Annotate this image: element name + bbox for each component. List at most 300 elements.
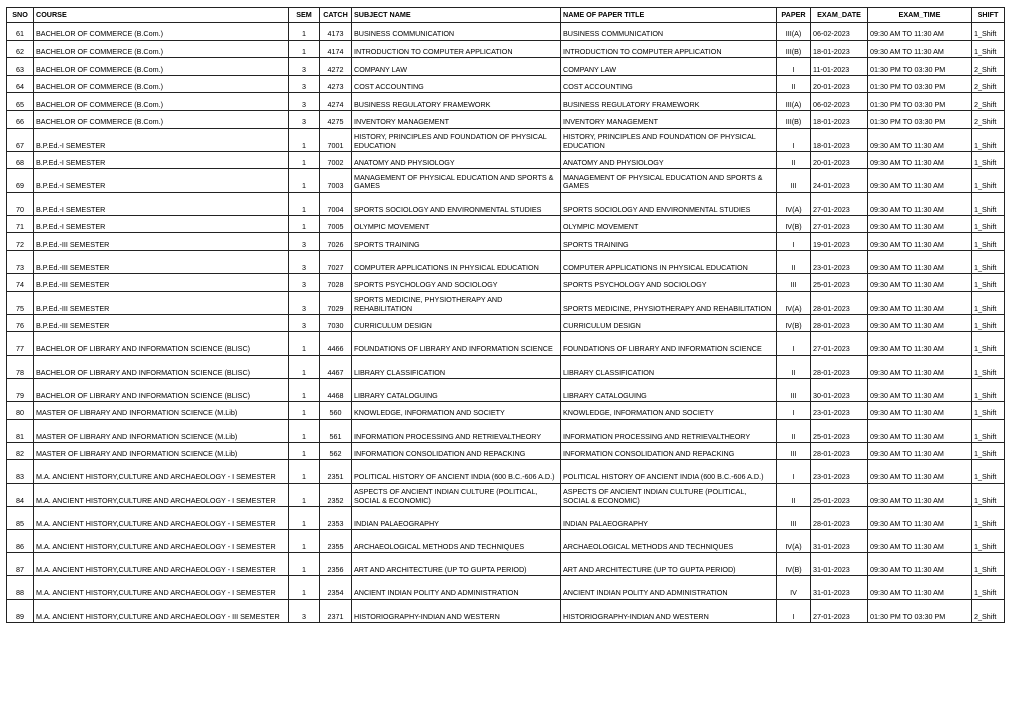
exam-schedule-table xyxy=(6,7,1005,623)
sem-cell: 1 xyxy=(289,169,320,192)
paper-title-cell: COMPANY LAW xyxy=(561,58,777,76)
paper-title-cell: INTRODUCTION TO COMPUTER APPLICATION xyxy=(561,40,777,58)
paper-cell: II xyxy=(777,250,811,273)
exam-time-cell: 01:30 PM TO 03:30 PM xyxy=(868,75,972,93)
exam-date-cell: 20-01-2023 xyxy=(811,75,868,93)
exam-time-cell: 09:30 AM TO 11:30 AM xyxy=(868,355,972,378)
exam-date-cell: 24-01-2023 xyxy=(811,169,868,192)
shift-cell: 1_Shift xyxy=(972,274,1005,292)
sno-cell: 68 xyxy=(7,151,34,169)
exam-date-cell: 31-01-2023 xyxy=(811,576,868,599)
exam-time-cell: 09:30 AM TO 11:30 AM xyxy=(868,291,972,314)
exam-date-cell: 31-01-2023 xyxy=(811,553,868,576)
paper-cell: II xyxy=(777,75,811,93)
course-cell: MASTER OF LIBRARY AND INFORMATION SCIENCE (M.Lib) xyxy=(34,442,289,460)
subject-name-cell: MANAGEMENT OF PHYSICAL EDUCATION AND SPORTS & GAMES xyxy=(352,169,561,192)
sem-cell: 3 xyxy=(289,314,320,332)
exam-date-cell: 25-01-2023 xyxy=(811,419,868,442)
exam-date-cell: 30-01-2023 xyxy=(811,378,868,401)
paper-cell: II xyxy=(777,355,811,378)
course-cell: B.P.Ed.-I SEMESTER xyxy=(34,151,289,169)
subject-name-cell: SPORTS MEDICINE, PHYSIOTHERAPY AND REHABILITATION xyxy=(352,291,561,314)
subject-name-cell: CURRICULUM DESIGN xyxy=(352,314,561,332)
exam-time-cell: 01:30 PM TO 03:30 PM xyxy=(868,599,972,622)
catch-cell: 4467 xyxy=(320,355,352,378)
exam-time-cell: 09:30 AM TO 11:30 AM xyxy=(868,169,972,192)
shift-cell: 1_Shift xyxy=(972,506,1005,529)
shift-cell: 1_Shift xyxy=(972,215,1005,233)
sno-cell: 61 xyxy=(7,23,34,41)
subject-name-cell: HISTORIOGRAPHY-INDIAN AND WESTERN xyxy=(352,599,561,622)
paper-cell: IV(B) xyxy=(777,314,811,332)
course-cell: B.P.Ed.-I SEMESTER xyxy=(34,192,289,215)
sem-cell: 1 xyxy=(289,40,320,58)
shift-cell: 1_Shift xyxy=(972,419,1005,442)
shift-cell: 1_Shift xyxy=(972,23,1005,41)
header-exam-date: EXAM_DATE xyxy=(811,8,868,23)
table-row xyxy=(7,402,1005,420)
exam-time-cell: 09:30 AM TO 11:30 AM xyxy=(868,506,972,529)
exam-date-cell: 28-01-2023 xyxy=(811,291,868,314)
catch-cell: 7002 xyxy=(320,151,352,169)
paper-title-cell: SPORTS MEDICINE, PHYSIOTHERAPY AND REHABILITATION xyxy=(561,291,777,314)
table-row xyxy=(7,40,1005,58)
paper-cell: III xyxy=(777,169,811,192)
shift-cell: 1_Shift xyxy=(972,151,1005,169)
course-cell: B.P.Ed.-III SEMESTER xyxy=(34,274,289,292)
course-cell: B.P.Ed.-III SEMESTER xyxy=(34,314,289,332)
subject-name-cell: LIBRARY CLASSIFICATION xyxy=(352,355,561,378)
sno-cell: 79 xyxy=(7,378,34,401)
table-row xyxy=(7,419,1005,442)
subject-name-cell: INTRODUCTION TO COMPUTER APPLICATION xyxy=(352,40,561,58)
exam-date-cell: 28-01-2023 xyxy=(811,506,868,529)
paper-cell: IV(B) xyxy=(777,215,811,233)
course-cell: B.P.Ed.-III SEMESTER xyxy=(34,250,289,273)
catch-cell: 562 xyxy=(320,442,352,460)
exam-date-cell: 31-01-2023 xyxy=(811,529,868,552)
shift-cell: 1_Shift xyxy=(972,192,1005,215)
header-paper-title: NAME OF PAPER TITLE xyxy=(561,8,777,23)
course-cell: M.A. ANCIENT HISTORY,CULTURE AND ARCHAEOLOGY - I SEMESTER xyxy=(34,553,289,576)
table-row xyxy=(7,151,1005,169)
paper-title-cell: INFORMATION CONSOLIDATION AND REPACKING xyxy=(561,442,777,460)
exam-date-cell: 25-01-2023 xyxy=(811,483,868,506)
table-row xyxy=(7,355,1005,378)
paper-cell: II xyxy=(777,483,811,506)
catch-cell: 4272 xyxy=(320,58,352,76)
shift-cell: 1_Shift xyxy=(972,442,1005,460)
paper-cell: III(B) xyxy=(777,40,811,58)
exam-time-cell: 09:30 AM TO 11:30 AM xyxy=(868,192,972,215)
subject-name-cell: SPORTS TRAINING xyxy=(352,233,561,251)
course-cell: BACHELOR OF COMMERCE (B.Com.) xyxy=(34,110,289,128)
course-cell: BACHELOR OF LIBRARY AND INFORMATION SCIENCE (BLISC) xyxy=(34,332,289,355)
paper-title-cell: BUSINESS COMMUNICATION xyxy=(561,23,777,41)
paper-title-cell: OLYMPIC MOVEMENT xyxy=(561,215,777,233)
paper-cell: I xyxy=(777,402,811,420)
catch-cell: 4273 xyxy=(320,75,352,93)
sem-cell: 1 xyxy=(289,553,320,576)
table-row xyxy=(7,291,1005,314)
subject-name-cell: COST ACCOUNTING xyxy=(352,75,561,93)
course-cell: B.P.Ed.-I SEMESTER xyxy=(34,169,289,192)
exam-date-cell: 28-01-2023 xyxy=(811,314,868,332)
table-row xyxy=(7,314,1005,332)
subject-name-cell: INFORMATION PROCESSING AND RETRIEVALTHEORY xyxy=(352,419,561,442)
catch-cell: 560 xyxy=(320,402,352,420)
subject-name-cell: COMPANY LAW xyxy=(352,58,561,76)
course-cell: B.P.Ed.-I SEMESTER xyxy=(34,128,289,151)
catch-cell: 7003 xyxy=(320,169,352,192)
exam-date-cell: 11-01-2023 xyxy=(811,58,868,76)
sno-cell: 62 xyxy=(7,40,34,58)
subject-name-cell: ANCIENT INDIAN POLITY AND ADMINISTRATION xyxy=(352,576,561,599)
paper-cell: I xyxy=(777,58,811,76)
catch-cell: 561 xyxy=(320,419,352,442)
table-row xyxy=(7,576,1005,599)
table-row xyxy=(7,169,1005,192)
exam-time-cell: 09:30 AM TO 11:30 AM xyxy=(868,40,972,58)
catch-cell: 2351 xyxy=(320,460,352,483)
course-cell: B.P.Ed.-I SEMESTER xyxy=(34,215,289,233)
sno-cell: 82 xyxy=(7,442,34,460)
subject-name-cell: HISTORY, PRINCIPLES AND FOUNDATION OF PHYSICAL EDUCATION xyxy=(352,128,561,151)
paper-title-cell: POLITICAL HISTORY OF ANCIENT INDIA (600 B.C.-606 A.D.) xyxy=(561,460,777,483)
exam-date-cell: 27-01-2023 xyxy=(811,192,868,215)
paper-title-cell: INDIAN PALAEOGRAPHY xyxy=(561,506,777,529)
paper-title-cell: HISTORY, PRINCIPLES AND FOUNDATION OF PHYSICAL EDUCATION xyxy=(561,128,777,151)
shift-cell: 1_Shift xyxy=(972,355,1005,378)
subject-name-cell: LIBRARY CATALOGUING xyxy=(352,378,561,401)
paper-cell: III xyxy=(777,442,811,460)
exam-date-cell: 18-01-2023 xyxy=(811,128,868,151)
paper-title-cell: INVENTORY MANAGEMENT xyxy=(561,110,777,128)
sem-cell: 1 xyxy=(289,419,320,442)
exam-time-cell: 09:30 AM TO 11:30 AM xyxy=(868,402,972,420)
shift-cell: 2_Shift xyxy=(972,93,1005,111)
shift-cell: 1_Shift xyxy=(972,291,1005,314)
sno-cell: 89 xyxy=(7,599,34,622)
sno-cell: 78 xyxy=(7,355,34,378)
sno-cell: 85 xyxy=(7,506,34,529)
shift-cell: 2_Shift xyxy=(972,110,1005,128)
table-body xyxy=(7,23,1005,623)
paper-cell: IV(B) xyxy=(777,553,811,576)
exam-time-cell: 09:30 AM TO 11:30 AM xyxy=(868,151,972,169)
exam-date-cell: 25-01-2023 xyxy=(811,274,868,292)
paper-cell: IV(A) xyxy=(777,529,811,552)
exam-time-cell: 09:30 AM TO 11:30 AM xyxy=(868,460,972,483)
sno-cell: 81 xyxy=(7,419,34,442)
sno-cell: 64 xyxy=(7,75,34,93)
exam-time-cell: 09:30 AM TO 11:30 AM xyxy=(868,128,972,151)
paper-title-cell: COMPUTER APPLICATIONS IN PHYSICAL EDUCATION xyxy=(561,250,777,273)
shift-cell: 1_Shift xyxy=(972,250,1005,273)
sem-cell: 3 xyxy=(289,250,320,273)
exam-date-cell: 28-01-2023 xyxy=(811,442,868,460)
subject-name-cell: SPORTS PSYCHOLOGY AND SOCIOLOGY xyxy=(352,274,561,292)
shift-cell: 1_Shift xyxy=(972,314,1005,332)
course-cell: BACHELOR OF COMMERCE (B.Com.) xyxy=(34,93,289,111)
paper-cell: I xyxy=(777,460,811,483)
exam-time-cell: 01:30 PM TO 03:30 PM xyxy=(868,58,972,76)
paper-title-cell: INFORMATION PROCESSING AND RETRIEVALTHEORY xyxy=(561,419,777,442)
catch-cell: 7004 xyxy=(320,192,352,215)
exam-time-cell: 09:30 AM TO 11:30 AM xyxy=(868,442,972,460)
paper-cell: III(A) xyxy=(777,93,811,111)
course-cell: BACHELOR OF LIBRARY AND INFORMATION SCIENCE (BLISC) xyxy=(34,355,289,378)
course-cell: BACHELOR OF LIBRARY AND INFORMATION SCIENCE (BLISC) xyxy=(34,378,289,401)
header-catch: CATCH xyxy=(320,8,352,23)
catch-cell: 7027 xyxy=(320,250,352,273)
sem-cell: 1 xyxy=(289,332,320,355)
exam-time-cell: 09:30 AM TO 11:30 AM xyxy=(868,250,972,273)
table-row xyxy=(7,599,1005,622)
course-cell: M.A. ANCIENT HISTORY,CULTURE AND ARCHAEOLOGY - I SEMESTER xyxy=(34,529,289,552)
exam-time-cell: 09:30 AM TO 11:30 AM xyxy=(868,553,972,576)
paper-cell: III xyxy=(777,274,811,292)
catch-cell: 7005 xyxy=(320,215,352,233)
table-row xyxy=(7,378,1005,401)
exam-date-cell: 18-01-2023 xyxy=(811,110,868,128)
sno-cell: 87 xyxy=(7,553,34,576)
header-paper: PAPER xyxy=(777,8,811,23)
exam-time-cell: 01:30 PM TO 03:30 PM xyxy=(868,93,972,111)
paper-cell: III xyxy=(777,506,811,529)
paper-cell: IV xyxy=(777,576,811,599)
paper-title-cell: HISTORIOGRAPHY-INDIAN AND WESTERN xyxy=(561,599,777,622)
shift-cell: 1_Shift xyxy=(972,128,1005,151)
table-row xyxy=(7,250,1005,273)
sno-cell: 76 xyxy=(7,314,34,332)
sem-cell: 1 xyxy=(289,506,320,529)
subject-name-cell: INVENTORY MANAGEMENT xyxy=(352,110,561,128)
subject-name-cell: ART AND ARCHITECTURE (UP TO GUPTA PERIOD) xyxy=(352,553,561,576)
table-row xyxy=(7,233,1005,251)
sem-cell: 3 xyxy=(289,75,320,93)
exam-time-cell: 09:30 AM TO 11:30 AM xyxy=(868,23,972,41)
catch-cell: 2352 xyxy=(320,483,352,506)
paper-title-cell: SPORTS TRAINING xyxy=(561,233,777,251)
subject-name-cell: FOUNDATIONS OF LIBRARY AND INFORMATION SCIENCE xyxy=(352,332,561,355)
sem-cell: 3 xyxy=(289,93,320,111)
paper-cell: I xyxy=(777,599,811,622)
sno-cell: 70 xyxy=(7,192,34,215)
sem-cell: 3 xyxy=(289,599,320,622)
paper-title-cell: ANCIENT INDIAN POLITY AND ADMINISTRATION xyxy=(561,576,777,599)
paper-title-cell: SPORTS SOCIOLOGY AND ENVIRONMENTAL STUDIES xyxy=(561,192,777,215)
sno-cell: 75 xyxy=(7,291,34,314)
header-sno: SNO xyxy=(7,8,34,23)
shift-cell: 2_Shift xyxy=(972,58,1005,76)
catch-cell: 4468 xyxy=(320,378,352,401)
header-exam-time: EXAM_TIME xyxy=(868,8,972,23)
sem-cell: 3 xyxy=(289,291,320,314)
catch-cell: 4275 xyxy=(320,110,352,128)
table-row xyxy=(7,553,1005,576)
catch-cell: 2355 xyxy=(320,529,352,552)
sno-cell: 77 xyxy=(7,332,34,355)
paper-title-cell: CURRICULUM DESIGN xyxy=(561,314,777,332)
subject-name-cell: ASPECTS OF ANCIENT INDIAN CULTURE (POLITICAL, SOCIAL & ECONOMIC) xyxy=(352,483,561,506)
sno-cell: 67 xyxy=(7,128,34,151)
sno-cell: 73 xyxy=(7,250,34,273)
table-row xyxy=(7,192,1005,215)
subject-name-cell: OLYMPIC MOVEMENT xyxy=(352,215,561,233)
course-cell: BACHELOR OF COMMERCE (B.Com.) xyxy=(34,75,289,93)
table-row xyxy=(7,128,1005,151)
sno-cell: 88 xyxy=(7,576,34,599)
paper-title-cell: ARCHAEOLOGICAL METHODS AND TECHNIQUES xyxy=(561,529,777,552)
exam-date-cell: 23-01-2023 xyxy=(811,250,868,273)
sem-cell: 1 xyxy=(289,442,320,460)
exam-time-cell: 09:30 AM TO 11:30 AM xyxy=(868,233,972,251)
paper-title-cell: KNOWLEDGE, INFORMATION AND SOCIETY xyxy=(561,402,777,420)
paper-cell: I xyxy=(777,128,811,151)
exam-date-cell: 19-01-2023 xyxy=(811,233,868,251)
catch-cell: 7029 xyxy=(320,291,352,314)
exam-date-cell: 27-01-2023 xyxy=(811,215,868,233)
paper-cell: IV(A) xyxy=(777,192,811,215)
catch-cell: 2371 xyxy=(320,599,352,622)
exam-time-cell: 09:30 AM TO 11:30 AM xyxy=(868,378,972,401)
table-row xyxy=(7,110,1005,128)
sno-cell: 84 xyxy=(7,483,34,506)
paper-title-cell: LIBRARY CLASSIFICATION xyxy=(561,355,777,378)
table-row xyxy=(7,460,1005,483)
subject-name-cell: KNOWLEDGE, INFORMATION AND SOCIETY xyxy=(352,402,561,420)
table-row xyxy=(7,332,1005,355)
course-cell: M.A. ANCIENT HISTORY,CULTURE AND ARCHAEOLOGY - I SEMESTER xyxy=(34,506,289,529)
table-row xyxy=(7,58,1005,76)
catch-cell: 2353 xyxy=(320,506,352,529)
sem-cell: 1 xyxy=(289,192,320,215)
catch-cell: 4173 xyxy=(320,23,352,41)
shift-cell: 1_Shift xyxy=(972,460,1005,483)
sno-cell: 69 xyxy=(7,169,34,192)
shift-cell: 1_Shift xyxy=(972,529,1005,552)
exam-date-cell: 23-01-2023 xyxy=(811,460,868,483)
table-row xyxy=(7,274,1005,292)
paper-cell: III(B) xyxy=(777,110,811,128)
sem-cell: 1 xyxy=(289,23,320,41)
sem-cell: 3 xyxy=(289,58,320,76)
catch-cell: 4174 xyxy=(320,40,352,58)
shift-cell: 1_Shift xyxy=(972,40,1005,58)
exam-date-cell: 27-01-2023 xyxy=(811,332,868,355)
subject-name-cell: SPORTS SOCIOLOGY AND ENVIRONMENTAL STUDIES xyxy=(352,192,561,215)
exam-date-cell: 06-02-2023 xyxy=(811,93,868,111)
course-cell: MASTER OF LIBRARY AND INFORMATION SCIENCE (M.Lib) xyxy=(34,419,289,442)
subject-name-cell: BUSINESS COMMUNICATION xyxy=(352,23,561,41)
course-cell: M.A. ANCIENT HISTORY,CULTURE AND ARCHAEOLOGY - I SEMESTER xyxy=(34,460,289,483)
sem-cell: 1 xyxy=(289,460,320,483)
exam-time-cell: 09:30 AM TO 11:30 AM xyxy=(868,314,972,332)
course-cell: B.P.Ed.-III SEMESTER xyxy=(34,233,289,251)
subject-name-cell: ANATOMY AND PHYSIOLOGY xyxy=(352,151,561,169)
exam-date-cell: 23-01-2023 xyxy=(811,402,868,420)
sno-cell: 74 xyxy=(7,274,34,292)
table-row xyxy=(7,75,1005,93)
paper-title-cell: ART AND ARCHITECTURE (UP TO GUPTA PERIOD) xyxy=(561,553,777,576)
subject-name-cell: INDIAN PALAEOGRAPHY xyxy=(352,506,561,529)
sem-cell: 1 xyxy=(289,355,320,378)
sem-cell: 1 xyxy=(289,128,320,151)
course-cell: BACHELOR OF COMMERCE (B.Com.) xyxy=(34,58,289,76)
shift-cell: 1_Shift xyxy=(972,402,1005,420)
exam-time-cell: 09:30 AM TO 11:30 AM xyxy=(868,215,972,233)
sno-cell: 80 xyxy=(7,402,34,420)
table-row xyxy=(7,442,1005,460)
paper-title-cell: LIBRARY CATALOGUING xyxy=(561,378,777,401)
exam-date-cell: 28-01-2023 xyxy=(811,355,868,378)
sem-cell: 1 xyxy=(289,378,320,401)
shift-cell: 1_Shift xyxy=(972,483,1005,506)
exam-schedule-sheet xyxy=(6,7,1005,623)
catch-cell: 7028 xyxy=(320,274,352,292)
sno-cell: 72 xyxy=(7,233,34,251)
header-sem: SEM xyxy=(289,8,320,23)
shift-cell: 1_Shift xyxy=(972,378,1005,401)
catch-cell: 2354 xyxy=(320,576,352,599)
course-cell: B.P.Ed.-III SEMESTER xyxy=(34,291,289,314)
header-shift: SHIFT xyxy=(972,8,1005,23)
sem-cell: 1 xyxy=(289,576,320,599)
catch-cell: 7026 xyxy=(320,233,352,251)
sem-cell: 1 xyxy=(289,402,320,420)
header-subject-name: SUBJECT NAME xyxy=(352,8,561,23)
subject-name-cell: BUSINESS REGULATORY FRAMEWORK xyxy=(352,93,561,111)
shift-cell: 2_Shift xyxy=(972,75,1005,93)
exam-time-cell: 09:30 AM TO 11:30 AM xyxy=(868,274,972,292)
paper-title-cell: MANAGEMENT OF PHYSICAL EDUCATION AND SPORTS & GAMES xyxy=(561,169,777,192)
catch-cell: 4274 xyxy=(320,93,352,111)
table-row xyxy=(7,93,1005,111)
catch-cell: 7001 xyxy=(320,128,352,151)
exam-time-cell: 09:30 AM TO 11:30 AM xyxy=(868,529,972,552)
paper-cell: I xyxy=(777,233,811,251)
table-row xyxy=(7,506,1005,529)
paper-cell: I xyxy=(777,332,811,355)
table-row xyxy=(7,529,1005,552)
paper-title-cell: ASPECTS OF ANCIENT INDIAN CULTURE (POLITICAL, SOCIAL & ECONOMIC) xyxy=(561,483,777,506)
exam-date-cell: 06-02-2023 xyxy=(811,23,868,41)
subject-name-cell: INFORMATION CONSOLIDATION AND REPACKING xyxy=(352,442,561,460)
paper-cell: II xyxy=(777,151,811,169)
table-header-row xyxy=(7,8,1005,23)
course-cell: M.A. ANCIENT HISTORY,CULTURE AND ARCHAEOLOGY - I SEMESTER xyxy=(34,576,289,599)
table-row xyxy=(7,483,1005,506)
sno-cell: 83 xyxy=(7,460,34,483)
shift-cell: 1_Shift xyxy=(972,233,1005,251)
course-cell: M.A. ANCIENT HISTORY,CULTURE AND ARCHAEOLOGY - III SEMESTER xyxy=(34,599,289,622)
sno-cell: 63 xyxy=(7,58,34,76)
sem-cell: 1 xyxy=(289,483,320,506)
exam-date-cell: 20-01-2023 xyxy=(811,151,868,169)
sno-cell: 66 xyxy=(7,110,34,128)
catch-cell: 2356 xyxy=(320,553,352,576)
exam-date-cell: 27-01-2023 xyxy=(811,599,868,622)
paper-cell: III(A) xyxy=(777,23,811,41)
subject-name-cell: POLITICAL HISTORY OF ANCIENT INDIA (600 B.C.-606 A.D.) xyxy=(352,460,561,483)
sem-cell: 3 xyxy=(289,110,320,128)
sem-cell: 1 xyxy=(289,529,320,552)
exam-time-cell: 09:30 AM TO 11:30 AM xyxy=(868,576,972,599)
subject-name-cell: ARCHAEOLOGICAL METHODS AND TECHNIQUES xyxy=(352,529,561,552)
paper-title-cell: ANATOMY AND PHYSIOLOGY xyxy=(561,151,777,169)
course-cell: MASTER OF LIBRARY AND INFORMATION SCIENCE (M.Lib) xyxy=(34,402,289,420)
